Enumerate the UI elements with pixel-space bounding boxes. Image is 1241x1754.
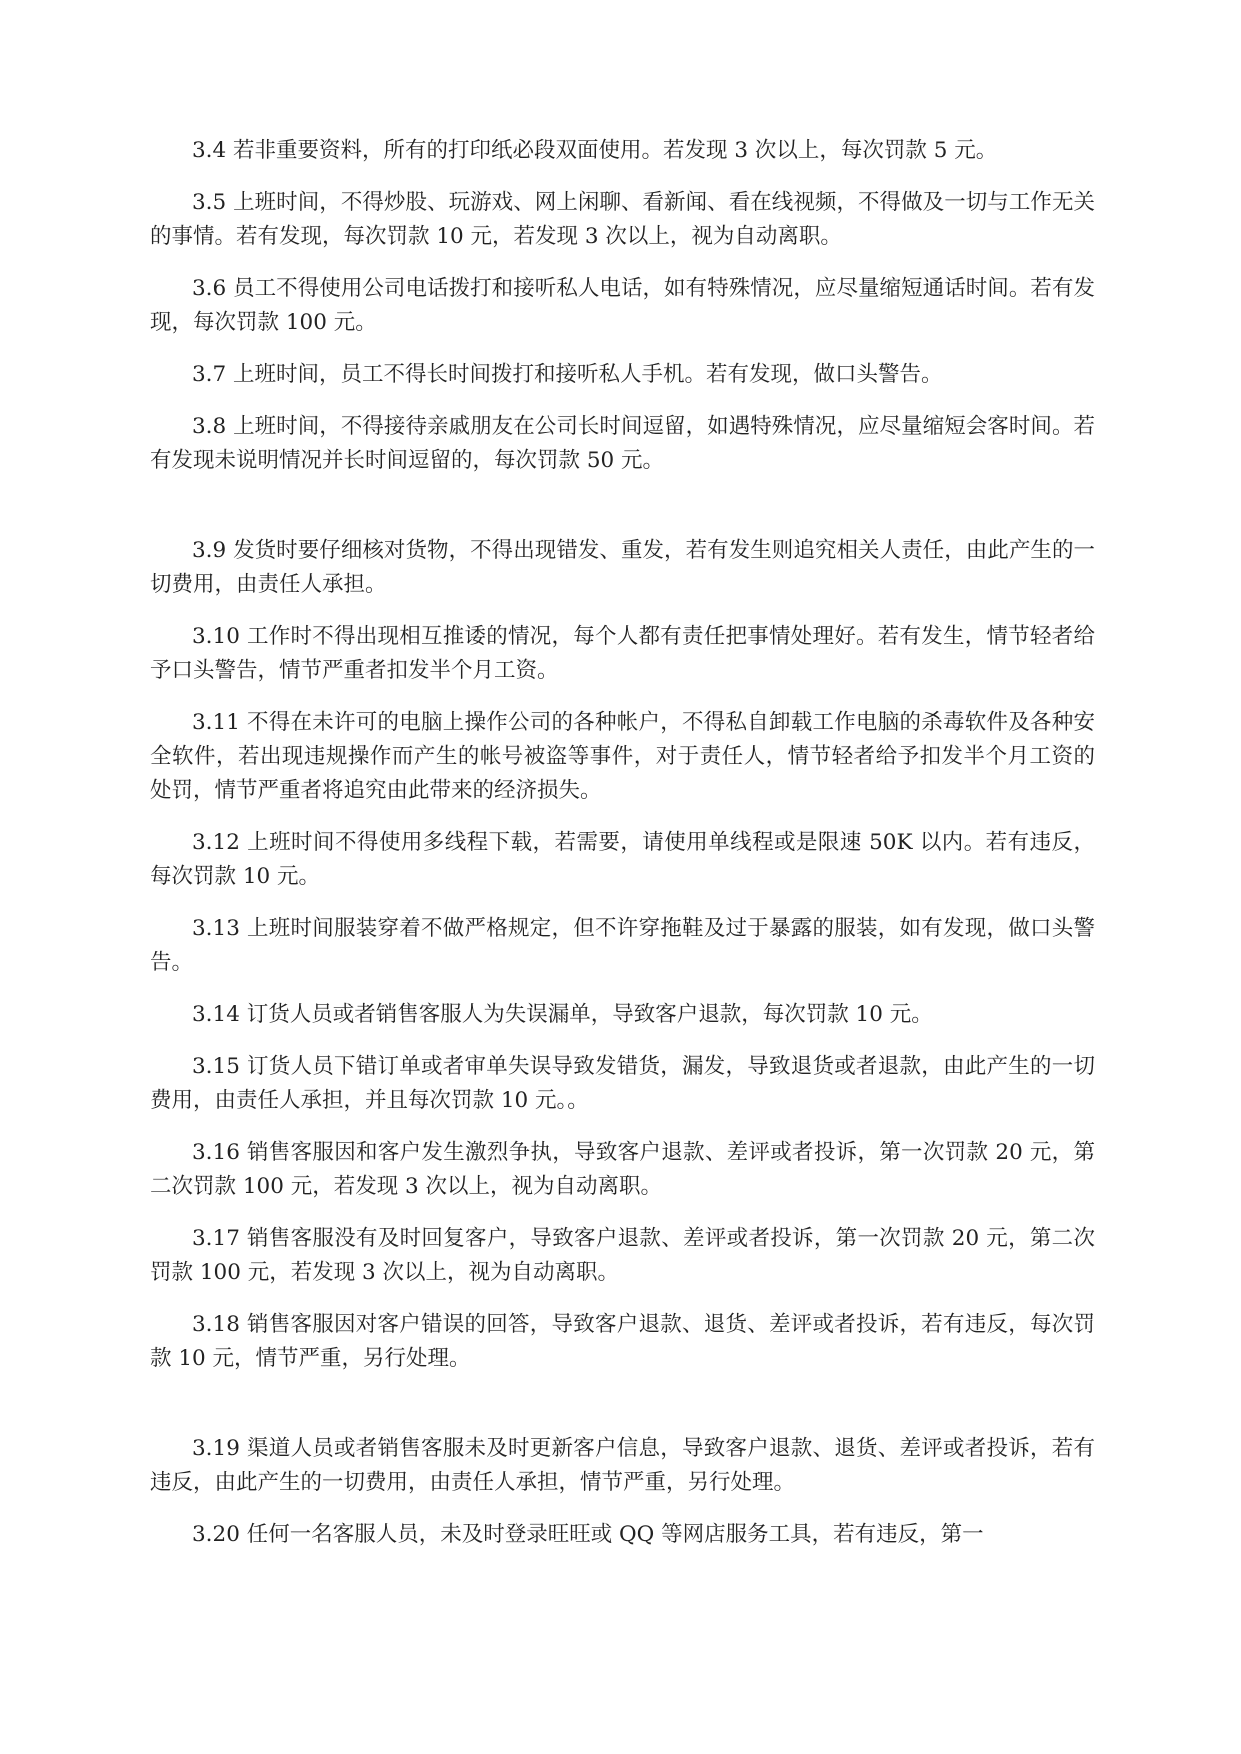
rule-paragraph-3-17: 3.17 销售客服没有及时回复客户，导致客户退款、差评或者投诉，第一次罚款 20 元，第二次罚款 100 元，若发现 3 次以上，视为自动离职。 [150, 1226, 1095, 1285]
rule-paragraph-3-9: 3.9 发货时要仔细核对货物，不得出现错发、重发，若有发生则追究相关人责任，由此产生的一切费用，由责任人承担。 [150, 538, 1095, 597]
rule-paragraph-3-16: 3.16 销售客服因和客户发生激烈争执，导致客户退款、差评或者投诉，第一次罚款 20 元，第二次罚款 100 元，若发现 3 次以上，视为自动离职。 [150, 1140, 1095, 1199]
rule-paragraph-3-13: 3.13 上班时间服装穿着不做严格规定，但不许穿拖鞋及过于暴露的服装，如有发现，做口头警告。 [150, 916, 1095, 975]
rule-paragraph-3-15: 3.15 订货人员下错订单或者审单失误导致发错货，漏发，导致退货或者退款，由此产生的一切费用，由责任人承担，并且每次罚款 10 元。。 [150, 1054, 1095, 1113]
rule-paragraph-3-11: 3.11 不得在未许可的电脑上操作公司的各种帐户，不得私自卸载工作电脑的杀毒软件及各种安全软件，若出现违规操作而产生的帐号被盗等事件，对于责任人，情节轻者给予扣发半个月工资的处罚，情节严重者将追究由此带来的经济损失。 [150, 710, 1095, 803]
rule-paragraph-3-5: 3.5 上班时间，不得炒股、玩游戏、网上闲聊、看新闻、看在线视频，不得做及一切与工作无关的事情。若有发现，每次罚款 10 元，若发现 3 次以上，视为自动离职。 [150, 190, 1095, 249]
rule-paragraph-3-6: 3.6 员工不得使用公司电话拨打和接听私人电话，如有特殊情况，应尽量缩短通话时间。若有发现，每次罚款 100 元。 [150, 276, 1095, 335]
rule-paragraph-3-14: 3.14 订货人员或者销售客服人为失误漏单，导致客户退款，每次罚款 10 元。 [192, 1002, 933, 1027]
rule-paragraph-3-20: 3.20 任何一名客服人员，未及时登录旺旺或 QQ 等网店服务工具，若有违反，第一 [192, 1522, 984, 1547]
rule-paragraph-3-18: 3.18 销售客服因对客户错误的回答，导致客户退款、退货、差评或者投诉，若有违反，每次罚款 10 元，情节严重，另行处理。 [150, 1312, 1095, 1371]
rule-paragraph-3-4: 3.4 若非重要资料，所有的打印纸必段双面使用。若发现 3 次以上，每次罚款 5 元。 [192, 138, 998, 163]
rule-paragraph-3-10: 3.10 工作时不得出现相互推诿的情况，每个人都有责任把事情处理好。若有发生，情节轻者给予口头警告，情节严重者扣发半个月工资。 [150, 624, 1095, 683]
rule-paragraph-3-19: 3.19 渠道人员或者销售客服未及时更新客户信息，导致客户退款、退货、差评或者投诉，若有违反，由此产生的一切费用，由责任人承担，情节严重，另行处理。 [150, 1436, 1095, 1495]
rule-paragraph-3-12: 3.12 上班时间不得使用多线程下载，若需要，请使用单线程或是限速 50K 以内。若有违反，每次罚款 10 元。 [150, 830, 1095, 889]
rule-paragraph-3-7: 3.7 上班时间，员工不得长时间拨打和接听私人手机。若有发现，做口头警告。 [192, 362, 943, 387]
rule-paragraph-3-8: 3.8 上班时间，不得接待亲戚朋友在公司长时间逗留，如遇特殊情况，应尽量缩短会客时间。若有发现未说明情况并长时间逗留的，每次罚款 50 元。 [150, 414, 1095, 473]
document-body [150, 134, 1095, 1570]
